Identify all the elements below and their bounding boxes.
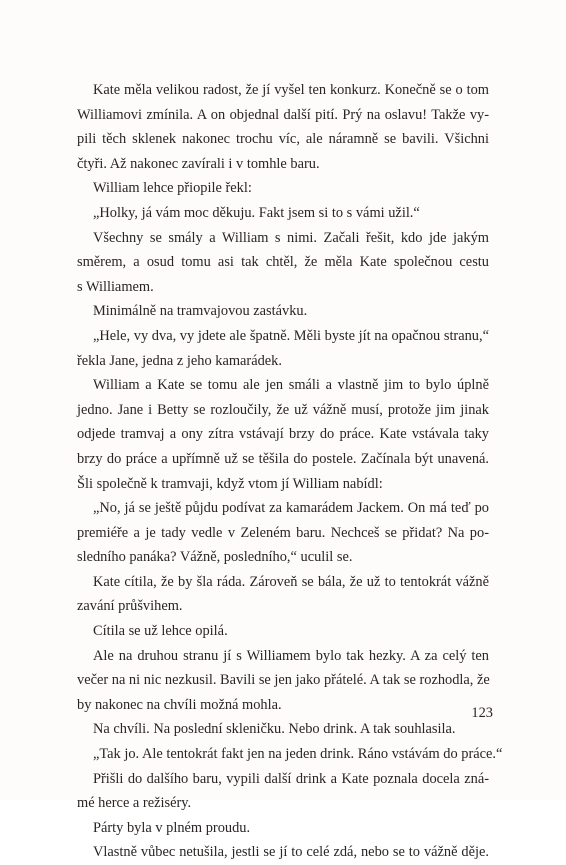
text-line: pili těch sklenek nakonec trochu víc, ale náramně se bavili. Všichni [77,131,489,148]
text-line: Kate cítila, že by šla ráda. Zároveň se bála, že už to tentokrát vážně [93,573,489,590]
text-line: Williamovi zmínila. A on objednal další pití. Prý na oslavu! Takže vy- [77,106,489,123]
text-line: Všechny se smály a William s nimi. Začali řešit, kdo jde jakým [93,229,489,246]
text-line: brzy do práce a upřímně už se těšila do postele. Začínala být unavená. [77,450,489,467]
text-line: Přišli do dalšího baru, vypili další drink a Kate poznala docela zná- [93,770,489,787]
body-text [77,78,503,865]
text-line: by nakonec na chvíli možná mohla. [77,696,282,713]
text-line: Párty byla v plném proudu. [93,819,251,836]
text-line: směrem, a osud tomu asi tak chtěl, že měla Kate společnou cestu [77,254,489,271]
text-line: řekla Jane, jedna z jeho kamarádek. [77,352,282,369]
text-line: Kate měla velikou radost, že jí vyšel ten konkurz. Konečně se o tom [93,82,489,98]
text-line: William a Kate se tomu ale jen smáli a vlastně jim to bylo úplně [93,377,489,394]
text-line: Minimálně na tramvajovou zastávku. [93,303,308,320]
text-line: mé herce a režiséry. [77,795,192,812]
text-line: jedno. Jane i Betty se rozloučily, že už vážně musí, protože jim jinak [77,401,489,418]
page-number: 123 [471,705,493,721]
text-line: zavání průšvihem. [77,598,183,615]
text-line: čtyři. Až nakonec zavírali i v tomhle baru. [77,155,320,172]
text-line: Na chvíli. Na poslední skleničku. Nebo drink. A tak souhlasila. [93,721,456,738]
text-line: William lehce přiopile řekl: [93,180,252,197]
text-line: premiéře a je tady vedle v Zeleném baru. Nechceš se přidat? Na po- [77,524,489,541]
text-line: „No, já se ještě půjdu podívat za kamarádem Jackem. On má teď po [93,500,489,517]
text-line: „Tak jo. Ale tentokrát fakt jen na jeden drink. Ráno vstávám do práce.“ [93,746,503,763]
text-line: odjede tramvaj a ony zítra vstávají brzy do práce. Kate vstávala taky [77,426,489,443]
text-line: večer na ni nic nezkusil. Bavili se jen jako přátelé. A tak se rozhodla, že [77,672,490,689]
text-line: Vlastně vůbec netušila, jestli se jí to celé zdá, nebo se to vážně děje. [93,844,489,861]
text-line: „Holky, já vám moc děkuju. Fakt jsem si to s vámi užil.“ [93,204,420,221]
text-line: Cítila se už lehce opilá. [93,623,228,640]
text-line: „Hele, vy dva, vy jdete ale špatně. Měli byste jít na opačnou stranu,“ [93,327,489,344]
text-line: sledního panáka? Vážně, posledního,“ uculil se. [77,549,353,566]
text-line: Šli společně k tramvaji, když vtom jí William nabídl: [77,475,383,492]
text-line: Ale na druhou stranu jí s Williamem bylo tak hezky. A za celý ten [93,647,489,664]
text-line: s Williamem. [77,278,154,295]
